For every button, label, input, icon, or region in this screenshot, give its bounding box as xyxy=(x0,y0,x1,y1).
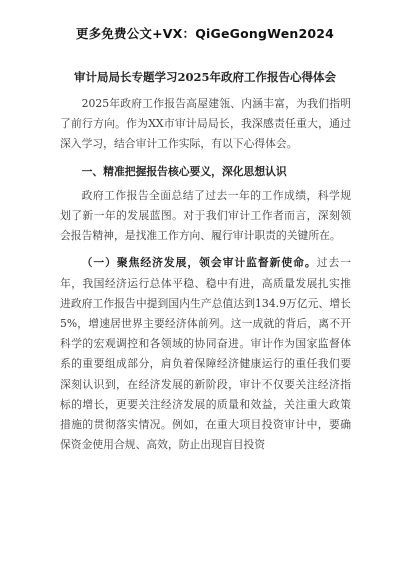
section-paragraph: 政府工作报告全面总结了过去一年的工作成绩，科学规划了新一年的发展蓝图。对于我们审计工作者而言，深刻领会报告精神，是找准工作方向、履行审计职责的关键所在。 xyxy=(60,188,351,243)
subsection-lead: （一）聚焦经济发展，领会审计监督新使命。 xyxy=(81,256,317,270)
document-body xyxy=(60,94,351,462)
promo-line: 更多免费公文+VX：QiGeGongWen2024 xyxy=(75,26,335,41)
subsection-text: 过去一年，我国经济运行总体平稳、稳中有进，高质量发展扎实推进政府工作报告中提到国内生产总值达到134.9万亿元、增长5%，增速居世界主要经济体前列。这一成就的背后，离不开科学的宏观调控和各领域的协同奋进。审计作为国家监督体系的重要组成部分，肩负着保障经济健康运行的重任我们要深刻认识到，在经济发展的新阶段，审计不仅要关注经济指标的增长，更要关注经济发展的质量和效益，关注重大政策措施的贯彻落实情况。例如，在重大项目投资审计中，要确保资金使用合规、高效，防止出现盲目投资 xyxy=(60,256,352,452)
subsection-paragraph xyxy=(60,253,351,455)
section-heading: 一、精准把握报告核心要义，深化思想认识 xyxy=(81,164,287,178)
intro-paragraph: 2025年政府工作报告高屋建瓴、内涵丰富，为我们指明了前行方向。作为XX市审计局局长，我深感责任重大，通过深入学习，结合审计工作实际，有以下心得体会。 xyxy=(60,97,351,151)
document-title: 审计局局长专题学习2025年政府工作报告心得体会 xyxy=(73,70,336,84)
